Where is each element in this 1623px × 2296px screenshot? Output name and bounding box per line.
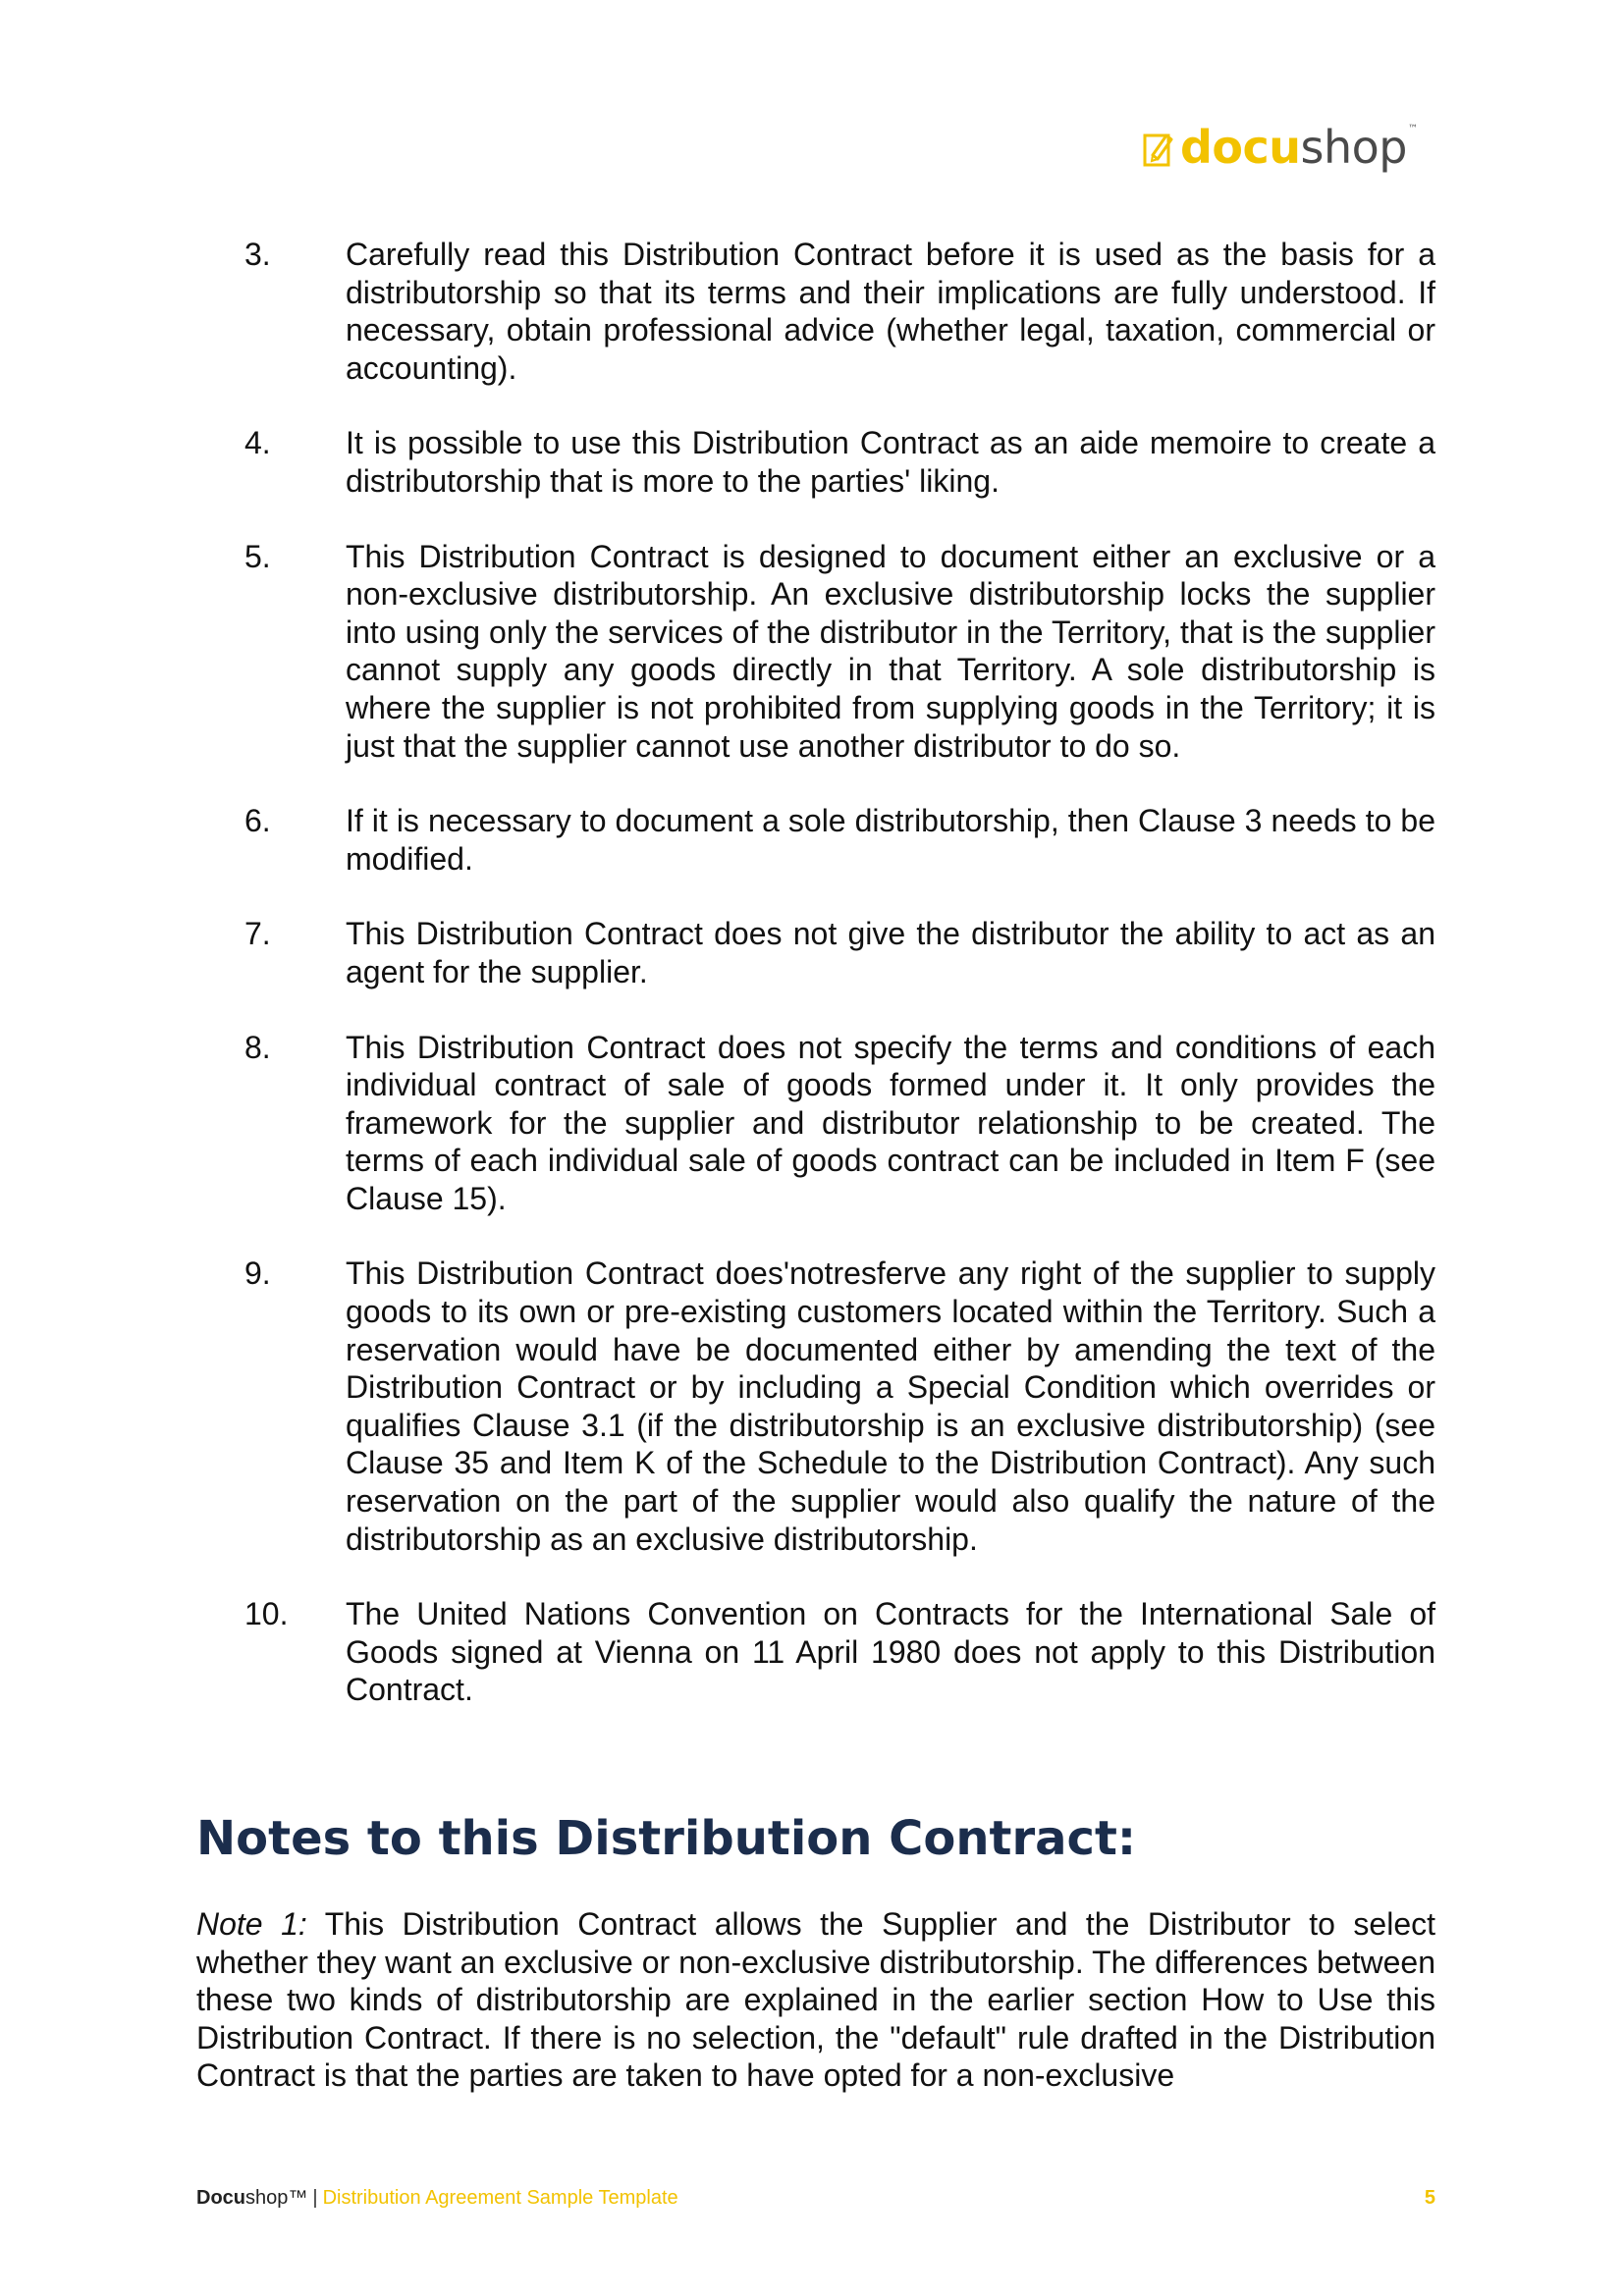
item-text: It is possible to use this Distribution Contract as an aide memoire to create a distributorship that is more to the parties' liking. (346, 425, 1435, 499)
note-text: This Distribution Contract allows the Supplier and the Distributor to select whether they want an exclusive or non-exclusive distributorship. The differences between these two kinds of distributorship are explained in the earlier section How to Use this Distribution Contract. If there is no selection, the "default" rule drafted in the Distribution Contract is that the parties are taken to have opted for a non-exclusive (196, 1906, 1436, 2094)
note-paragraph (196, 1905, 1435, 2095)
note-label: Note 1: (196, 1906, 307, 1942)
item-text: Carefully read this Distribution Contract before it is used as the basis for a distributorship so that its terms and their implications are fully understood. If necessary, obtain professional advice (whether legal, taxation, commercial or accounting). (346, 237, 1435, 386)
footer-doc-title: Distribution Agreement Sample Template (322, 2187, 678, 2209)
logo-trademark: ™ (1408, 124, 1419, 134)
list-item (244, 802, 1435, 878)
notes-heading: Notes to this Distribution Contract: (196, 1811, 1137, 1866)
item-number: 6. (244, 803, 271, 839)
item-number: 5. (244, 538, 271, 574)
list-item (244, 236, 1435, 387)
page-footer (196, 2186, 1435, 2210)
list-item (244, 424, 1435, 500)
numbered-list (244, 236, 1435, 1746)
item-text: This Distribution Contract does'notresferve any right of the supplier to supply goods to its own or pre-existing customers located within the Territory. Such a reservation would have be documented either by amending the text of the Distribution Contract or by including a Special Condition which overrides or qualifies Clause 3.1 (if the distributorship is an exclusive distributorship) (see Clause 35 and Item K of the Schedule to the Distribution Contract). Any such reservation on the part of the supplier would also qualify the nature of the distributorship as an exclusive distributorship. (346, 1255, 1435, 1557)
item-text: If it is necessary to document a sole distributorship, then Clause 3 needs to be modified. (346, 803, 1435, 877)
list-item (244, 538, 1435, 766)
item-text: The United Nations Convention on Contracts for the International Sale of Goods signed at Vienna on 11 April 1980 does not apply to this Distribution Contract. (346, 1596, 1435, 1708)
item-text: This Distribution Contract is designed to document either an exclusive or a non-exclusive distributorship. An exclusive distributorship locks the supplier into using only the services of the distributor in the Territory, that is the supplier cannot supply any goods directly in that Territory. A sole distributorship is where the supplier is not prohibited from supplying goods in the Territory; it is just that the supplier cannot use another distributor to do so. (346, 538, 1435, 764)
item-text: This Distribution Contract does not specify the terms and conditions of each individual contract of sale of goods formed under it. It only provides the framework for the supplier and distributor relationship to be created. The terms of each individual sale of goods contract can be included in Item F (see Clause 15). (346, 1029, 1435, 1216)
logo-wordmark (1180, 121, 1408, 174)
logo-shop: shop (1300, 121, 1408, 174)
pencil-document-icon (1143, 130, 1174, 169)
page-number: 5 (1424, 2187, 1435, 2209)
list-item (244, 1255, 1435, 1558)
list-item (244, 1029, 1435, 1218)
item-number: 4. (244, 425, 271, 461)
footer-brand-docu: Docu (196, 2187, 245, 2209)
list-item (244, 1595, 1435, 1709)
item-number: 8. (244, 1029, 271, 1065)
logo-docu: docu (1180, 121, 1301, 174)
item-text: This Distribution Contract does not give the distributor the ability to act as an agent for the supplier. (346, 916, 1435, 989)
footer-left (196, 2186, 678, 2210)
footer-brand-shop: shop™ (245, 2187, 308, 2209)
item-number: 7. (244, 916, 271, 952)
list-item (244, 915, 1435, 990)
item-number: 9. (244, 1255, 271, 1292)
docushop-logo (1143, 118, 1418, 177)
footer-separator: | (312, 2187, 318, 2209)
item-number: 10. (244, 1596, 289, 1632)
item-number: 3. (244, 237, 271, 272)
